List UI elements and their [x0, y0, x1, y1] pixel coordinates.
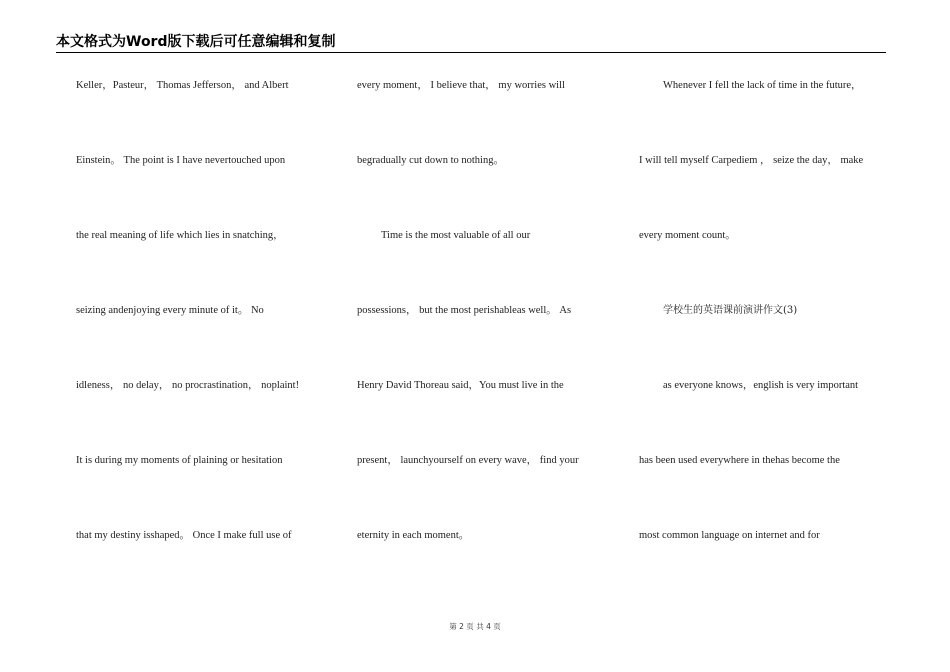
text-line: every moment count。	[639, 230, 736, 241]
text-line: possessions， but the most perishableas well。 As	[357, 305, 572, 316]
text-line: idleness， no delay， no procrastination， noplaint!	[76, 380, 300, 391]
text-line: present， launchyourself on every wave， find your	[357, 455, 579, 466]
text-line: Keller，Pasteur， Thomas Jefferson， and Albert	[76, 80, 289, 91]
text-column-2	[357, 0, 617, 672]
text-line: I will tell myself Carpediem ， seize the day， make	[639, 155, 864, 166]
text-line: has been used everywhere in thehas become the	[639, 455, 840, 466]
page-number: 第 2 页 共 4 页	[449, 622, 501, 631]
text-line: most common language on internet and for	[639, 530, 820, 541]
page-footer	[0, 622, 950, 632]
paragraph-start-line: Whenever I fell the lack of time in the future，	[663, 80, 862, 91]
text-column-3	[639, 0, 899, 672]
paragraph-start-line: as everyone knows，english is very important	[663, 380, 859, 391]
paragraph-start-line: Time is the most valuable of all our	[381, 230, 531, 241]
text-line: eternity in each moment。	[357, 530, 470, 541]
header-title: 本文格式为Word版下载后可任意编辑和复制	[56, 34, 336, 50]
text-line: Henry David Thoreau said，You must live in the	[357, 380, 564, 391]
text-line: begradually cut down to nothing。	[357, 155, 504, 166]
section-heading: 学校生的英语课前演讲作文(3)	[663, 305, 798, 316]
text-line: that my destiny isshaped。 Once I make full use of	[76, 530, 292, 541]
text-line: seizing andenjoying every minute of it。 No	[76, 305, 264, 316]
text-line: the real meaning of life which lies in snatching，	[76, 230, 284, 241]
text-line: It is during my moments of plaining or hesitation	[76, 455, 283, 466]
text-line: Einstein。 The point is I have nevertouched upon	[76, 155, 286, 166]
text-column-1	[76, 0, 336, 672]
text-line: every moment， I believe that， my worries will	[357, 80, 565, 91]
